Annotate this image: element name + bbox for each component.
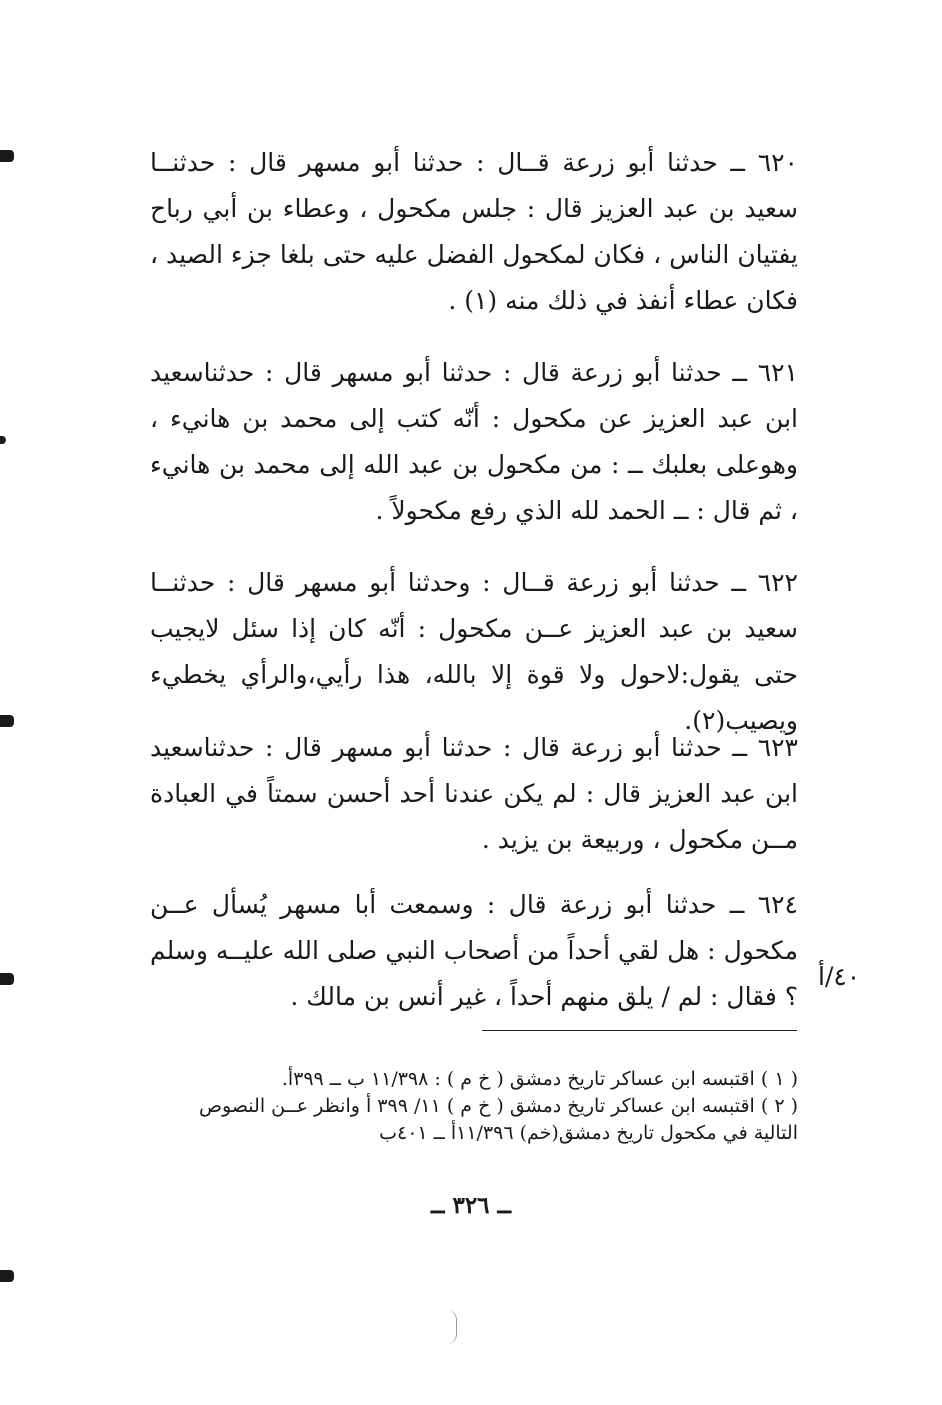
page-number: ــ ٣٢٦ ــ — [430, 1192, 512, 1219]
hadith-paragraph-623 — [150, 725, 798, 863]
footnote-2: ( ٢ ) اقتبسه ابن عساكر تاريخ دمشق ( خ م ) ١١/ ٣٩٩ أ وانظر عــن النصوص التالية في مكحول تاريخ دمشق(خم) ١١/٣٩٦أ ــ ٤٠١ب — [199, 1095, 798, 1144]
hadith-paragraph-621 — [150, 350, 798, 534]
hadith-paragraph-620 — [150, 140, 798, 324]
hadith-paragraph-622 — [150, 560, 798, 744]
scan-edge-mark — [0, 973, 14, 985]
scan-edge-mark — [0, 436, 6, 444]
pencil-mark — [446, 1310, 457, 1344]
paragraph-text: ٦٢٤ ــ حدثنا أبو زرعة قال : وسمعت أبا مسهر يُسأل عــن مكحول : هل لقي أحداً من أصحاب النبي صلى الله عليــه وسلم ؟ فقال : لم / يلق منهم أحداً ، غير أنس بن مالك . — [150, 890, 798, 1011]
footnote-1: ( ١ ) اقتبسه ابن عساكر تاريخ دمشق ( خ م ) : ١١/٣٩٨ ب ــ ٣٩٩أ. — [281, 1068, 798, 1090]
paragraph-text: ٦٢٣ ــ حدثنا أبو زرعة قال : حدثنا أبو مسهر قال : حدثناسعيد ابن عبد العزيز قال : لم يكن عندنا أحد أحسن سمتاً في العبادة مــن مكحول ، وربيعة بن يزيد . — [150, 733, 798, 854]
footnote-divider — [482, 1030, 797, 1031]
scan-edge-mark — [0, 1270, 14, 1282]
paragraph-text: ٦٢١ ــ حدثنا أبو زرعة قال : حدثنا أبو مسهر قال : حدثناسعيد ابن عبد العزيز عن مكحول : أنّه كتب إلى محمد بن هانيء ، وهوعلى بعلبك ــ : من مكحول بن عبد الله إلى محمد بن هانيء ، ثم قال : ــ الحمد لله الذي رفع مكحولاً . — [150, 358, 798, 525]
scan-edge-mark — [0, 715, 14, 727]
paragraph-text: ٦٢٠ ــ حدثنا أبو زرعة قــال : حدثنا أبو مسهر قال : حدثنــا سعيد بن عبد العزيز قال : جلس مكحول ، وعطاء بن أبي رباح يفتيان الناس ، فكان لمكحول الفضل عليه حتى بلغا جزء الصيد ، فكان عطاء أنفذ في ذلك منه (١) . — [150, 148, 798, 315]
footnotes — [150, 1066, 798, 1147]
scan-edge-mark — [0, 150, 14, 162]
manuscript-folio-note: ٤٠/أ — [818, 962, 861, 991]
hadith-paragraph-624 — [150, 882, 798, 1020]
paragraph-text: ٦٢٢ ــ حدثنا أبو زرعة قــال : وحدثنا أبو مسهر قال : حدثنــا سعيد بن عبد العزيز عــن مكحول : أنّه كان إذا سئل لايجيب حتى يقول:لاحول ولا قوة إلا بالله، هذا رأيي،والرأي يخطيء ويصيب(٢). — [150, 568, 798, 735]
